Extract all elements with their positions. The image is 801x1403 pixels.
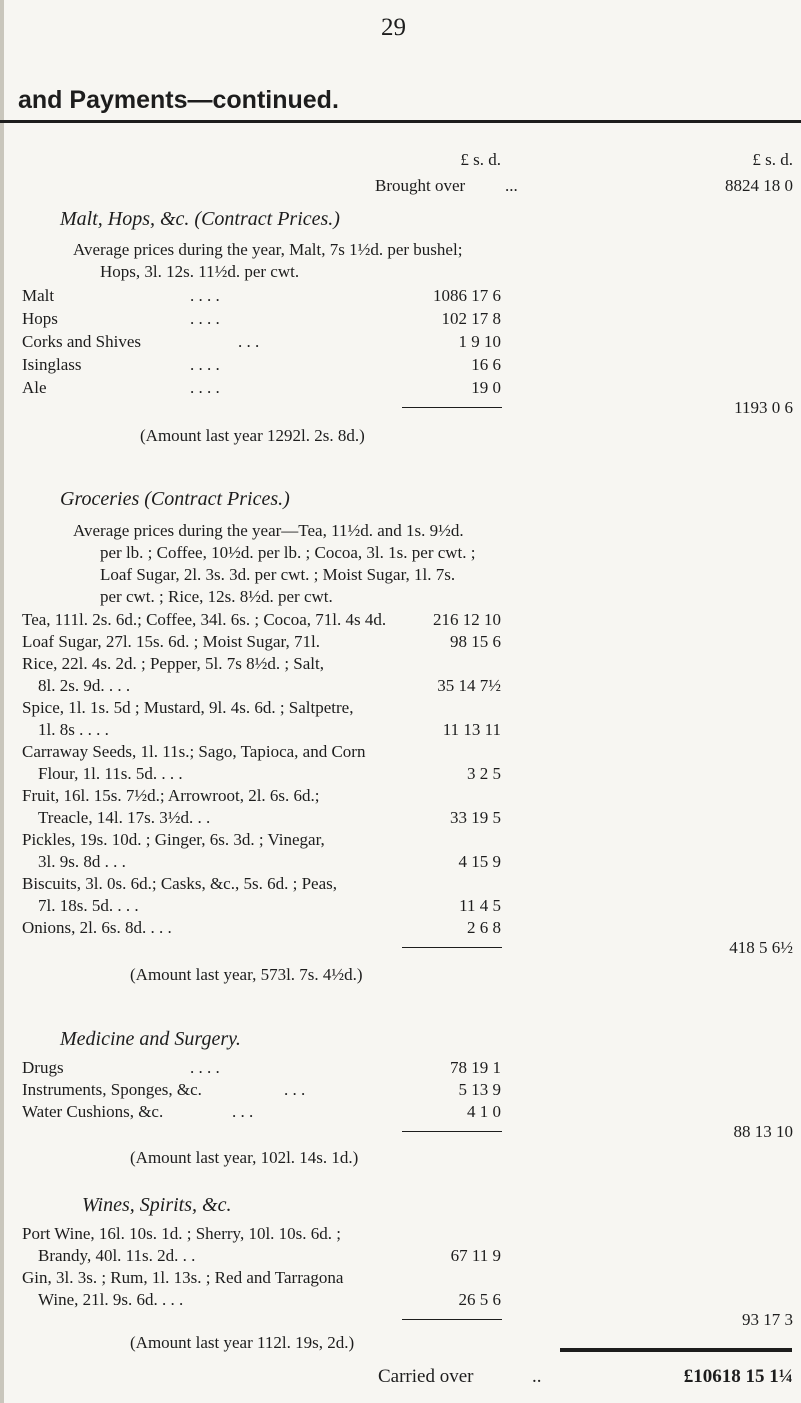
item-label-cont: Treacle, 14l. 17s. 3½d. . .: [38, 808, 211, 827]
item-label: Onions, 2l. 6s. 8d. . . .: [22, 918, 172, 937]
item-label: Isinglass: [22, 355, 82, 374]
last-year-amount: (Amount last year 112l. 19s, 2d.): [130, 1333, 355, 1352]
subtotal-rule: [402, 947, 502, 948]
brought-over-dots: ...: [505, 176, 518, 195]
subtotal-rule: [402, 1131, 502, 1132]
item-amount: 1086 17 6: [433, 286, 501, 305]
leader-dots: . . .: [284, 1080, 306, 1099]
running-header: and Payments—continued.: [18, 86, 339, 114]
item-amount: 216 12 10: [433, 610, 501, 629]
item-label-cont: 7l. 18s. 5d. . . .: [38, 896, 139, 915]
item-label: Hops: [22, 309, 58, 328]
leader-dots: . . .: [232, 1102, 254, 1121]
leader-dots: . . . .: [190, 355, 220, 374]
section-total: 88 13 10: [733, 1122, 793, 1141]
item-label-cont: 8l. 2s. 9d. . . .: [38, 676, 131, 695]
subtotal-rule: [402, 1319, 502, 1320]
item-label: Water Cushions, &c.: [22, 1102, 164, 1121]
item-label: Corks and Shives: [22, 332, 141, 351]
right-column-heading: £ s. d.: [752, 150, 793, 169]
carried-over-label: Carried over: [378, 1366, 474, 1387]
subtotal-rule: [402, 407, 502, 408]
leader-dots: . . . .: [190, 1058, 220, 1077]
item-amount: 16 6: [471, 355, 501, 374]
last-year-amount: (Amount last year, 573l. 7s. 4½d.): [130, 965, 363, 984]
item-label: Pickles, 19s. 10d. ; Ginger, 6s. 3d. ; Vinegar,: [22, 830, 325, 849]
carried-over-amount: £10618 15 1¼: [683, 1366, 793, 1387]
section-total: 418 5 6½: [729, 938, 793, 957]
item-amount: 4 15 9: [458, 852, 501, 871]
item-amount: 33 19 5: [450, 808, 501, 827]
item-amount: 2 6 8: [467, 918, 501, 937]
item-label-cont: 1l. 8s . . . .: [38, 720, 109, 739]
item-label-cont: Flour, 1l. 11s. 5d. . . .: [38, 764, 183, 783]
carried-over-dots: ..: [532, 1366, 542, 1387]
item-amount: 19 0: [471, 378, 501, 397]
section-total: 93 17 3: [742, 1310, 793, 1329]
page-number: 29: [381, 14, 406, 41]
item-label-cont: Brandy, 40l. 11s. 2d. . .: [38, 1246, 196, 1265]
section-title: Malt, Hops, &c. (Contract Prices.): [60, 208, 340, 230]
last-year-amount: (Amount last year 1292l. 2s. 8d.): [140, 426, 365, 445]
item-label: Tea, 111l. 2s. 6d.; Coffee, 34l. 6s. ; Cocoa, 71l. 4s 4d.: [22, 610, 387, 629]
item-amount: 11 13 11: [442, 720, 501, 739]
item-amount: 4 1 0: [467, 1102, 501, 1121]
section-title: Groceries (Contract Prices.): [60, 488, 290, 510]
average-prices-line: Average prices during the year, Malt, 7s 1½d. per bushel;: [73, 240, 463, 259]
item-label-cont: 3l. 9s. 8d . . .: [38, 852, 126, 871]
average-prices-line: per cwt. ; Rice, 12s. 8½d. per cwt.: [100, 587, 333, 606]
item-amount: 102 17 8: [441, 309, 501, 328]
item-amount: 78 19 1: [450, 1058, 501, 1077]
item-label: Carraway Seeds, 1l. 11s.; Sago, Tapioca, and Corn: [22, 742, 366, 761]
average-prices-line: per lb. ; Coffee, 10½d. per lb. ; Cocoa, 3l. 1s. per cwt. ;: [100, 543, 476, 562]
item-label-cont: Wine, 21l. 9s. 6d. . . .: [38, 1290, 184, 1309]
item-amount: 3 2 5: [467, 764, 501, 783]
item-label: Biscuits, 3l. 0s. 6d.; Casks, &c., 5s. 6d. ; Peas,: [22, 874, 337, 893]
leader-dots: . . .: [238, 332, 260, 351]
brought-over-label: Brought over: [375, 176, 466, 195]
page-edge-shadow: [0, 0, 4, 1403]
header-rule: [0, 120, 801, 123]
item-label: Instruments, Sponges, &c.: [22, 1080, 202, 1099]
item-amount: 26 5 6: [458, 1290, 501, 1309]
leader-dots: . . . .: [190, 378, 220, 397]
item-amount: 11 4 5: [459, 896, 501, 915]
item-label: Malt: [22, 286, 55, 305]
item-label: Spice, 1l. 1s. 5d ; Mustard, 9l. 4s. 6d. ; Saltpetre,: [22, 698, 354, 717]
brought-over-amount: 8824 18 0: [725, 176, 793, 195]
item-label: Port Wine, 16l. 10s. 1d. ; Sherry, 10l. 10s. 6d. ;: [22, 1224, 342, 1243]
last-year-amount: (Amount last year, 102l. 14s. 1d.): [130, 1148, 359, 1167]
average-prices-line: Loaf Sugar, 2l. 3s. 3d. per cwt. ; Moist Sugar, 1l. 7s.: [100, 565, 456, 584]
item-amount: 98 15 6: [450, 632, 501, 651]
item-label: Rice, 22l. 4s. 2d. ; Pepper, 5l. 7s 8½d. ; Salt,: [22, 654, 324, 673]
item-label: Loaf Sugar, 27l. 15s. 6d. ; Moist Sugar, 71l.: [22, 632, 321, 651]
item-amount: 67 11 9: [450, 1246, 501, 1265]
leader-dots: . . . .: [190, 286, 220, 305]
item-label: Drugs: [22, 1058, 64, 1077]
average-prices-line: Average prices during the year—Tea, 11½d. and 1s. 9½d.: [73, 521, 464, 540]
item-amount: 5 13 9: [458, 1080, 501, 1099]
item-amount: 1 9 10: [458, 332, 501, 351]
mid-column-heading: £ s. d.: [460, 150, 501, 169]
total-rule: [560, 1348, 792, 1352]
section-title: Medicine and Surgery.: [60, 1028, 241, 1050]
item-amount: 35 14 7½: [437, 676, 501, 695]
item-label: Gin, 3l. 3s. ; Rum, 1l. 13s. ; Red and Tarragona: [22, 1268, 344, 1287]
item-label: Ale: [22, 378, 47, 397]
section-total: 1193 0 6: [734, 398, 793, 417]
item-label: Fruit, 16l. 15s. 7½d.; Arrowroot, 2l. 6s. 6d.;: [22, 786, 320, 805]
section-title: Wines, Spirits, &c.: [82, 1194, 232, 1216]
leader-dots: . . . .: [190, 309, 220, 328]
average-prices-line: Hops, 3l. 12s. 11½d. per cwt.: [100, 262, 300, 281]
